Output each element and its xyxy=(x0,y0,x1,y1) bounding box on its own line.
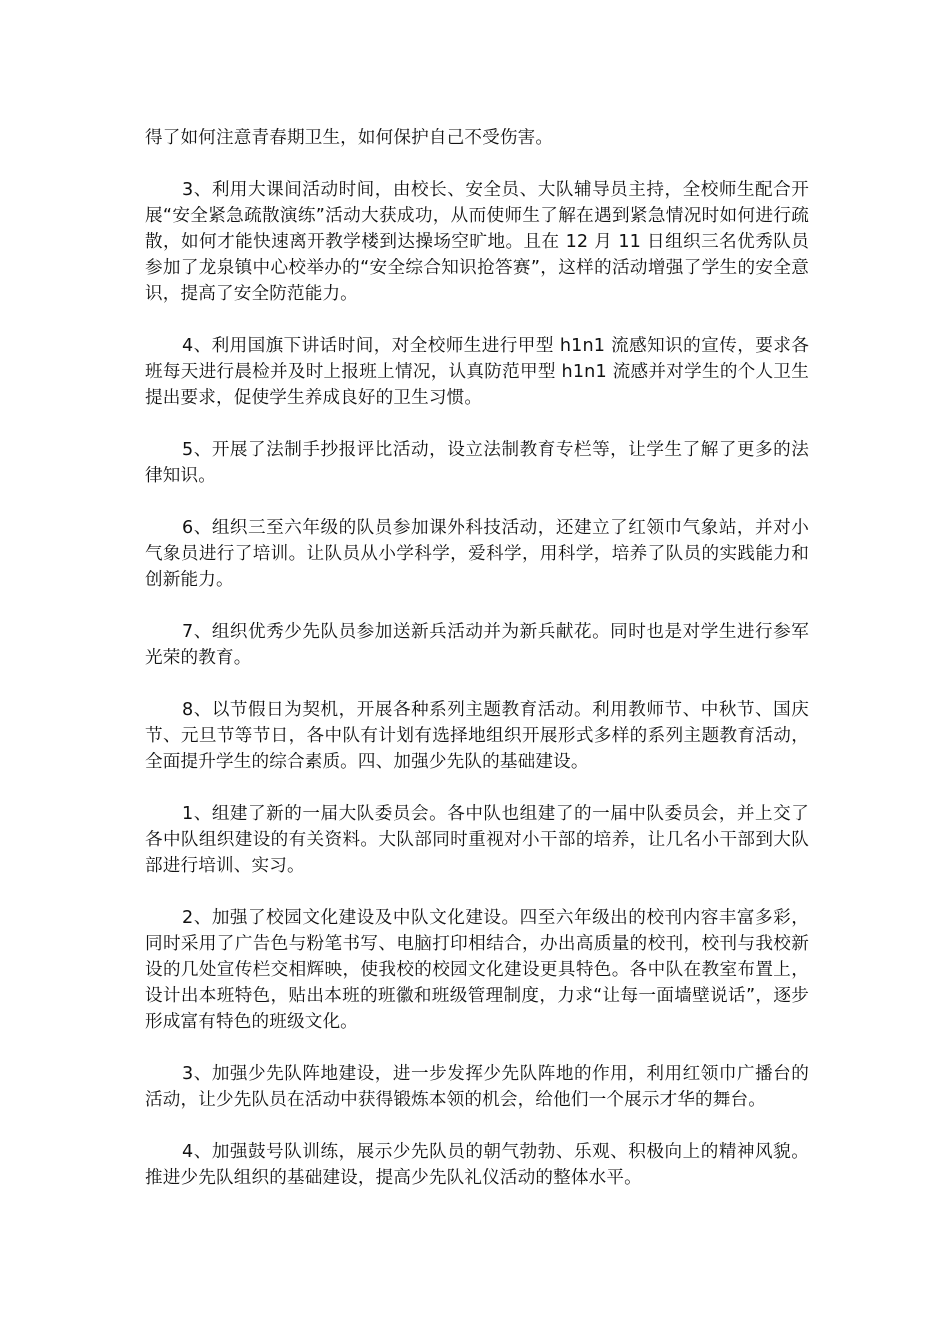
paragraph-continuation: 得了如何注意青春期卫生，如何保护自己不受伤害。 xyxy=(145,128,554,148)
paragraph-safety-drill: 3、利用大课间活动时间，由校长、安全员、大队辅导员主持，全校师生配合开展“安全紧急疏散演练”活动大获成功，从而使师生了解在遇到紧急情况时如何进行疏散，如何才能快速离开教学楼到达操场空旷地。且在 12 月 11 日组织三名优秀队员参加了龙泉镇中心校举办的“安全综合知识抢答赛”，这样的活动增强了学生的安全意识，提高了安全防范能力。 xyxy=(145,180,809,304)
paragraph-campus-culture: 2、加强了校园文化建设及中队文化建设。四至六年级出的校刊内容丰富多彩，同时采用了广告色与粉笔书写、电脑打印相结合，办出高质量的校刊，校刊与我校新设的几处宣传栏交相辉映，使我校的校园文化建设更具特色。各中队在教室布置上，设计出本班特色，贴出本班的班徽和班级管理制度，力求“让每一面墙壁说话”，逐步形成富有特色的班级文化。 xyxy=(145,908,809,1032)
paragraph-drum-team: 4、加强鼓号队训练，展示少先队员的朝气勃勃、乐观、积极向上的精神风貌。推进少先队组织的基础建设，提高少先队礼仪活动的整体水平。 xyxy=(145,1142,809,1188)
paragraph-committee: 1、组建了新的一届大队委员会。各中队也组建了的一届中队委员会，并上交了各中队组织建设的有关资料。大队部同时重视对小干部的培养，让几名小干部到大队部进行培训、实习。 xyxy=(145,804,809,876)
paragraph-holiday-themes: 8、以节假日为契机，开展各种系列主题教育活动。利用教师节、中秋节、国庆节、元旦节等节日，各中队有计划有选择地组织开展形式多样的系列主题教育活动，全面提升学生的综合素质。四、加强少先队的基础建设。 xyxy=(145,700,809,772)
document-body xyxy=(145,125,809,1217)
paragraph-flu-prevention: 4、利用国旗下讲话时间，对全校师生进行甲型 h1n1 流感知识的宣传，要求各班每天进行晨检并及时上报班上情况，认真防范甲型 h1n1 流感并对学生的个人卫生提出要求，促使学生养成良好的卫生习惯。 xyxy=(145,336,809,408)
paragraph-science-activities: 6、组织三至六年级的队员参加课外科技活动，还建立了红领巾气象站，并对小气象员进行了培训。让队员从小学科学，爱科学，用科学，培养了队员的实践能力和创新能力。 xyxy=(145,518,809,590)
paragraph-send-off-soldiers: 7、组织优秀少先队员参加送新兵活动并为新兵献花。同时也是对学生进行参军光荣的教育。 xyxy=(145,622,809,668)
paragraph-pioneer-base: 3、加强少先队阵地建设，进一步发挥少先队阵地的作用，利用红领巾广播台的活动，让少先队员在活动中获得锻炼本领的机会，给他们一个展示才华的舞台。 xyxy=(145,1064,809,1110)
paragraph-legal-education: 5、开展了法制手抄报评比活动，设立法制教育专栏等，让学生了解了更多的法律知识。 xyxy=(145,440,809,486)
